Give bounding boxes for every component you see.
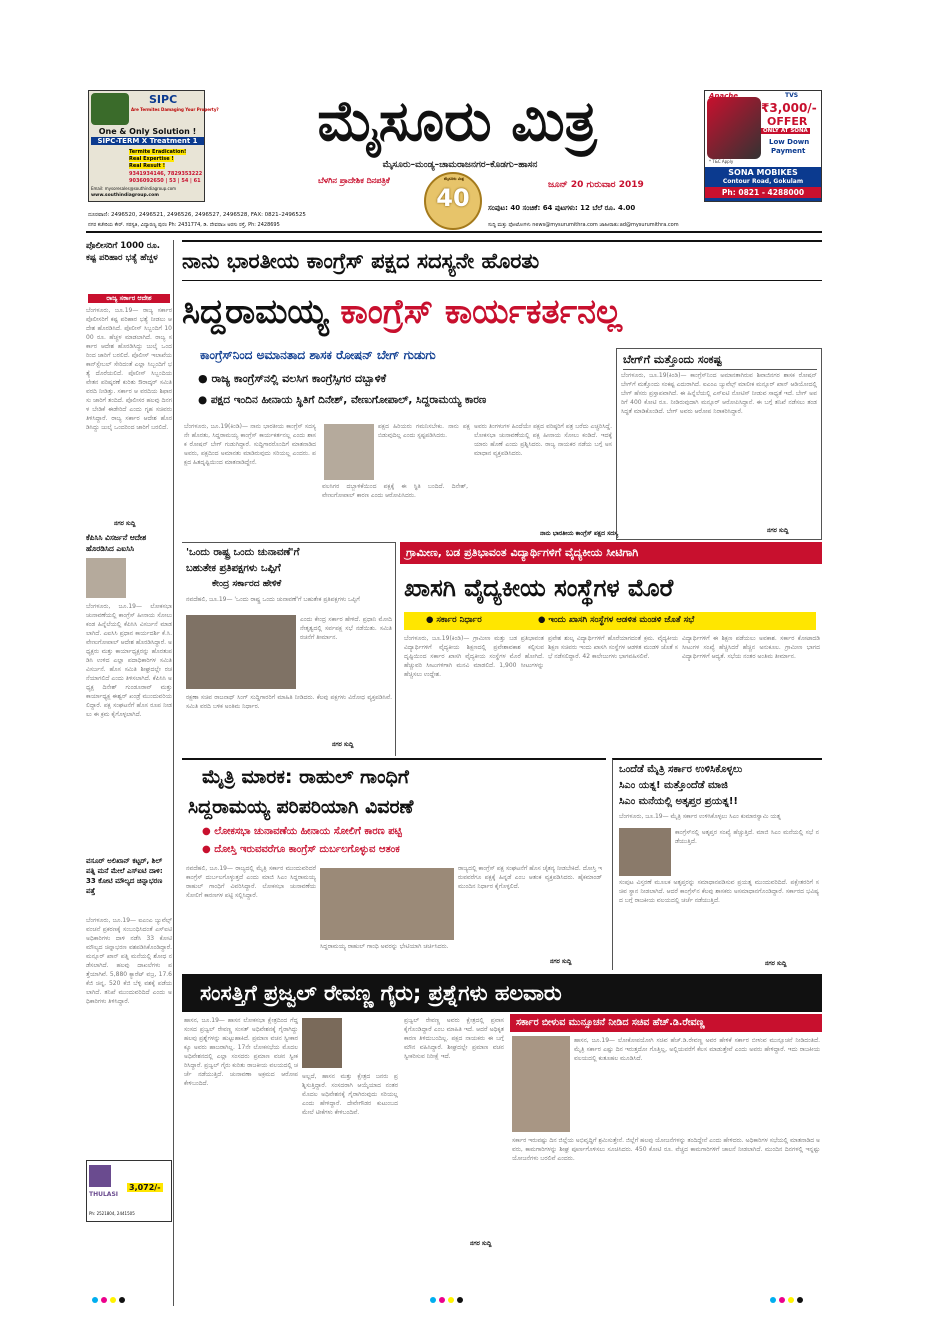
rahul-body1: ನವದೆಹಲಿ, ಜೂ.19— ರಾಜ್ಯದಲ್ಲಿ ಮೈತ್ರಿ ಸರ್ಕಾರ ಮುಂದುವರಿದರೆ ಕಾಂಗ್ರೆಸ್ ದುರ್ಬಲಗೊಳ್ಳುತ್ತದೆ ಎಂದು ಮಾಜಿ ಸಿಎಂ ಸಿದ್ದರಾಮಯ್ಯ ರಾಹುಲ್ ಗಾಂಧಿಗೆ ವಿವರಿಸಿದ್ದಾರೆ. ಲೋಕಸಭಾ ಚುನಾವಣೆಯ ಸೋಲಿಗೆ ಕಾರಣಗಳ ಪಟ್ಟಿ ಸಲ್ಲಿಸಿದ್ದಾರೆ.	[186, 865, 316, 899]
rahul-bullet1: ● ಲೋಕಸಭಾ ಚುನಾವಣೆಯ ಹೀನಾಯ ಸೋಲಿಗೆ ಕಾರಣ ಪಟ್ಟಿ	[202, 826, 602, 837]
lead-subhead: ಕಾಂಗ್ರೆಸ್‌ನಿಂದ ಅಮಾನತಾದ ಶಾಸಕ ರೋಷನ್ ಬೇಗ್ ಗುಡುಗು	[200, 348, 436, 362]
emblem-caption: ಮೈಸೂರು ಮಿತ್ರ	[444, 176, 464, 181]
lead-head-part1: ಸಿದ್ದರಾಮಯ್ಯ	[182, 292, 329, 332]
lead-bullet2: ● ಪಕ್ಷದ ಇಂದಿನ ಹೀನಾಯ ಸ್ಥಿತಿಗೆ ದಿನೇಶ್, ವೇಣುಗೋಪಾಲ್, ಸಿದ್ದರಾಮಯ್ಯ ಕಾರಣ	[198, 394, 608, 407]
left-head2: ಕೆಪಿಸಿಸಿ ವಿಸರ್ಜನೆ ಆದೇಶ ಹೊರಡಿಸಿದ ಎಐಸಿಸಿ	[86, 533, 147, 553]
masthead-title: ಮೈಸೂರು ಮಿತ್ರ	[317, 89, 597, 154]
left-body3: ಬೆಂಗಳೂರು, ಜೂ.19— ಐಎಂಎ ಜ್ಯುವೆಲ್ಸ್ ವಂಚನೆ ಪ್ರಕರಣಕ್ಕೆ ಸಂಬಂಧಿಸಿದಂತೆ ಎಸ್‌ಐಟಿ ಅಧಿಕಾರಿಗಳು ದಾಳಿ ನಡೆಸಿ 33 ಕೋಟಿ ಮೌಲ್ಯದ ಚಿನ್ನಾಭರಣ ವಶಪಡಿಸಿಕೊಂಡಿದ್ದಾರೆ. ಮನ್ಸೂರ್ ಖಾನ್ ಪತ್ನಿ ಮನೆಯಲ್ಲಿ ಶೋಧ ನಡೆಸಲಾಗಿದೆ. ಹಲವು ದಾಖಲೆಗಳು ಪತ್ತೆಯಾಗಿವೆ. 5,880 ಕ್ಯಾರೆಟ್ ವಜ್ರ, 17.6 ಕೆಜಿ ಚಿನ್ನ, 520 ಕೆಜಿ ಬೆಳ್ಳಿ ವಶಕ್ಕೆ ಪಡೆಯಲಾಗಿದೆ. ತನಿಖೆ ಮುಂದುವರಿದಿದೆ ಎಂದು ಅಧಿಕಾರಿಗಳು ತಿಳಿಸಿದ್ದಾರೆ.	[86, 917, 172, 1005]
prajwal-credit: ನಗರ ಸುದ್ದಿ	[470, 1240, 492, 1247]
onenation-head1: 'ಒಂದು ರಾಷ್ಟ್ರ ಒಂದು ಚುನಾವಣೆ'ಗೆ	[186, 547, 300, 558]
cm-photo	[619, 828, 671, 876]
masthead-rule	[86, 231, 822, 233]
onenation-body1: ನವದೆಹಲಿ, ಜೂ.19— 'ಒಂದು ರಾಷ್ಟ್ರ ಒಂದು ಚುನಾವಣೆ'ಗೆ ಬಹುತೇಕ ಪ್ರತಿಪಕ್ಷಗಳು ಒಪ್ಪಿಗೆ	[186, 596, 360, 603]
sipc-line3: Termite Eradication!	[129, 149, 187, 155]
onenation-credit: ನಗರ ಸುದ್ದಿ	[332, 741, 354, 748]
rahul-story	[182, 758, 606, 970]
medical-bullet2: ● ಇಂದು ಖಾಸಗಿ ಸಂಸ್ಥೆಗಳ ಆಡಳಿತ ಮಂಡಳಿ ಜೊತೆ ಸಭೆ	[538, 615, 694, 625]
masthead-news-email: ಸುದ್ದಿ ಮತ್ತು ಫೋಟೋಗಳು news@mysurumithra.com ಜಾಹೀರಾತು:ad@mysurumithra.com	[488, 222, 679, 228]
revanna-body2: ಸರ್ಕಾರ ಇರುವಷ್ಟು ದಿನ ಜಿಲ್ಲೆಯ ಅಭಿವೃದ್ಧಿಗೆ ಶ್ರಮಿಸುತ್ತೇನೆ. ಜಿಲ್ಲೆಗೆ ಹಲವು ಯೋಜನೆಗಳನ್ನು ತಂದಿದ್ದೇನೆ ಎಂದು ಹೇಳಿದರು. ಅಧಿಕಾರಿಗಳ ಸಭೆಯಲ್ಲಿ ಮಾತನಾಡಿದ ಅವರು, ಕಾಮಗಾರಿಗಳನ್ನು ಶೀಘ್ರ ಪೂರ್ಣಗೊಳಿಸಲು ಸೂಚಿಸಿದರು. 450 ಕೋಟಿ ರೂ. ವೆಚ್ಚದ ಕಾಮಗಾರಿಗಳಿಗೆ ಚಾಲನೆ ನೀಡಲಾಗಿದೆ. ಮುಂದಿನ ದಿನಗಳಲ್ಲಿ ಇನ್ನಷ್ಟು ಯೋಜನೆಗಳು ಬರಲಿವೆ ಎಂದರು.	[512, 1137, 820, 1162]
sona-dealer: SONA MOBIKES	[728, 168, 798, 177]
sipc-line4: Real Expertise !	[129, 156, 174, 162]
prajwal-body2: ಅಲ್ಲದೆ, ಹಾಸನ ಮತ್ತು ಕ್ಷೇತ್ರದ ಜನರು ಪ್ರಶ್ನಿಸುತ್ತಿದ್ದಾರೆ. ಸಂಸದರಾಗಿ ಆಯ್ಕೆಯಾದ ನಂತರ ಮೊದಲ ಅಧಿವೇಶನಕ್ಕೆ ಗೈರಾಗಿರುವುದು ಸರಿಯಲ್ಲ ಎಂದು ಹೇಳಿದ್ದಾರೆ. ದೇವೇಗೌಡರ ಕುಟುಂಬದ ಮೇಲೆ ಟೀಕೆಗಳು ಕೇಳಿಬಂದಿವೆ.	[302, 1073, 398, 1116]
thulasi-ad[interactable]	[86, 1160, 172, 1222]
thulasi-phone: Ph: 2521804, 2441505	[89, 1211, 135, 1216]
lead-bullet1: ● ರಾಜ್ಯ ಕಾಂಗ್ರೆಸ್‌ನಲ್ಲಿ ವಲಸಿಗ ಕಾಂಗ್ರೆಸ್ಸಿಗರ ದಬ್ಬಾಳಿಕೆ	[198, 372, 598, 386]
lead-body-col2: ವಲಸಿಗರ ದಬ್ಬಾಳಿಕೆಯಿಂದ ಪಕ್ಷಕ್ಕೆ ಈ ಸ್ಥಿತಿ ಬಂದಿದೆ. ದಿನೇಶ್, ವೇಣುಗೋಪಾಲ್ ಕಾರಣ ಎಂದು ಆರೋಪಿಸಿದರು.	[322, 483, 468, 499]
medical-bullet-bar	[404, 612, 816, 630]
issue-line: ಸಂಪುಟ: 40 ಸಂಚಿಕೆ: 64 ಪುಟಗಳು: 12 ಬೆಲೆ ರೂ. 4.00	[488, 204, 636, 212]
sona-address: Contour Road, Gokulam	[722, 178, 804, 185]
registration-marks-left	[92, 1288, 128, 1307]
prajwal-body1: ಹಾಸನ, ಜೂ.19— ಹಾಸನ ಲೋಕಸಭಾ ಕ್ಷೇತ್ರದಿಂದ ಗೆದ್ದ ಸಂಸದ ಪ್ರಜ್ವಲ್ ರೇವಣ್ಣ ಸಂಸತ್ ಅಧಿವೇಶನಕ್ಕೆ ಗೈರಾಗಿದ್ದು ಹಲವು ಪ್ರಶ್ನೆಗಳನ್ನು ಹುಟ್ಟುಹಾಕಿದೆ. ಪ್ರಮಾಣ ವಚನ ಸ್ವೀಕಾರಕ್ಕೂ ಅವರು ಹಾಜರಾಗಿಲ್ಲ. 17ನೇ ಲೋಕಸಭೆಯ ಮೊದಲ ಅಧಿವೇಶನದಲ್ಲಿ ಎಲ್ಲಾ ಸಂಸದರು ಪ್ರಮಾಣ ವಚನ ಸ್ವೀಕರಿಸಿದ್ದಾರೆ. ಪ್ರಜ್ವಲ್ ಗೈರು ಕುರಿತು ರಾಜಕೀಯ ವಲಯದಲ್ಲಿ ಚರ್ಚೆ ನಡೆಯುತ್ತಿದೆ. ಚುನಾವಣಾ ಅಕ್ರಮದ ಆರೋಪ ಕೇಳಿಬಂದಿದೆ.	[184, 1017, 298, 1087]
rahul-body2: ಸಿದ್ದರಾಮಯ್ಯ ರಾಹುಲ್ ಗಾಂಧಿ ಅವರನ್ನು ಭೇಟಿಯಾಗಿ ಚರ್ಚಿಸಿದರು.	[320, 943, 449, 950]
sona-phone: Ph: 0821 - 4288000	[705, 187, 821, 198]
medical-body1: ಬೆಂಗಳೂರು, ಜೂ.19(ಕಿಂಡಿ)— ಗ್ರಾಮೀಣ ಮತ್ತು ಬಡ ಪ್ರತಿಭಾವಂತ ವಿದ್ಯಾರ್ಥಿಗಳಿಗೆ ವೈದ್ಯಕೀಯ ಶಿಕ್ಷಣದಲ್ಲಿ ಪ್ರವೇಶಾವಕಾಶ ಕಲ್ಪಿಸುವ ದೃಷ್ಟಿಯಿಂದ ಸರ್ಕಾರ ಖಾಸಗಿ ವೈದ್ಯಕೀಯ ಸಂಸ್ಥೆಗಳ ಮೊರೆ ಹೋಗಿದೆ. ಹೆಚ್ಚುವರಿ ಸೀಟುಗಳಿಗಾಗಿ ಮನವಿ ಮಾಡಲಿದೆ. 1,900 ಸೀಟುಗಳನ್ನು ಹೆಚ್ಚಿಸಲು ಉದ್ದೇಶ.	[404, 635, 544, 678]
left-head1: ಪೊಲೀಸರಿಗೆ 1000 ರೂ. ಕಷ್ಟ ಪರಿಹಾರ ಭತ್ಯೆ ಹೆಚ್ಚಳ	[86, 241, 161, 263]
rahul-credit: ನಗರ ಸುದ್ದಿ	[550, 958, 572, 965]
sipc-email: Email: mysoresales@southindiagroup.com	[91, 186, 177, 191]
thulasi-name: THULASI	[89, 1191, 119, 1198]
onenation-head3: ಕೇಂದ್ರ ಸರ್ಕಾರದ ಹೇಳಿಕೆ	[212, 579, 282, 589]
medical-body3: ವಿದ್ಯಾರ್ಥಿಗಳಿಗೆ ಈ ಶಿಕ್ಷಣ ಪಡೆಯಲು ಅವಕಾಶ. ಸರ್ಕಾರ ಕೋಟಾದಡಿ ಸೀಟುಗಳ ಸಂಖ್ಯೆ ಹೆಚ್ಚಿಸಿದರೆ ಹೆಚ್ಚಿನ ಅನುಕೂಲ. ಗ್ರಾಮೀಣ ಭಾಗದ ವಿದ್ಯಾರ್ಥಿಗಳಿಗೆ ಆದ್ಯತೆ. ಸಭೆಯ ನಂತರ ಅಂತಿಮ ತೀರ್ಮಾನ.	[682, 635, 820, 660]
left-body1: ಬೆಂಗಳೂರು, ಜೂ.19— ರಾಜ್ಯ ಸರ್ಕಾರ ಪೊಲೀಸರಿಗೆ ಕಷ್ಟ ಪರಿಹಾರ ಭತ್ಯೆ ನೀಡಲು ಆದೇಶ ಹೊರಡಿಸಿದೆ. ಪೊಲೀಸ್ ಸಿಬ್ಬಂದಿಗೆ 1000 ರೂ. ಹೆಚ್ಚಳ ಮಾಡಲಾಗಿದೆ. ರಾಜ್ಯ ಸರ್ಕಾರ ಆದೇಶ ಹೊರಡಿಸಿದ್ದು ಜುಲೈ ಒಂದರಿಂದ ಜಾರಿಗೆ ಬರಲಿದೆ. ಪೊಲೀಸ್ ಇಲಾಖೆಯ ಕಾನ್‌ಸ್ಟೇಬಲ್ ಸೇರಿದಂತೆ ಎಲ್ಲಾ ಸಿಬ್ಬಂದಿಗೆ ಭತ್ಯೆ ದೊರೆಯಲಿದೆ. ಪೊಲೀಸ್ ಸಿಬ್ಬಂದಿಯ ವೇತನ ಪರಿಷ್ಕರಣೆ ಕುರಿತು ಔರಾದ್ಕರ್ ಸಮಿತಿ ವರದಿ ನೀಡಿತ್ತು. ಸರ್ಕಾರ ಆ ವರದಿಯ ಶಿಫಾರಸು ಜಾರಿಗೆ ತಂದಿದೆ. ಪೊಲೀಸರ ಹಲವು ದಿನಗಳ ಬೇಡಿಕೆ ಈಡೇರಿದೆ ಎಂದು ಗೃಹ ಸಚಿವರು ತಿಳಿಸಿದ್ದಾರೆ. ರಾಜ್ಯ ಸರ್ಕಾರ ಆದೇಶ ಹೊರಡಿಸಿದ್ದು ಜುಲೈ ಒಂದರಿಂದ ಜಾರಿಗೆ ಬರಲಿದೆ.	[86, 307, 172, 431]
left-credit1-text: ನಗರ ಸುದ್ದಿ	[114, 520, 136, 527]
registration-marks-right	[770, 1288, 806, 1307]
left-credit1	[114, 520, 135, 528]
sipc-ad[interactable]	[88, 90, 219, 202]
lead-bullets	[182, 370, 614, 422]
left-sub1: ರಾಜ್ಯ ಸರ್ಕಾರ ಆದೇಶ	[88, 294, 170, 303]
medical-head: ಖಾಸಗಿ ವೈದ್ಯಕೀಯ ಸಂಸ್ಥೆಗಳ ಮೊರೆ	[404, 574, 674, 602]
roshan-baig-photo	[324, 424, 374, 480]
masthead-tagline: ಬೆಳಗಿನ ಪ್ರಾದೇಶಿಕ ದಿನಪತ್ರಿಕೆ	[318, 176, 390, 185]
sipc-brand: SIPC	[149, 93, 178, 106]
govt-body1: ಬೆಂಗಳೂರು, ಜೂ.19— ಮೈತ್ರಿ ಸರ್ಕಾರ ಉಳಿಸಿಕೊಳ್ಳಲು ಸಿಎಂ ಕುಮಾರಸ್ವಾಮಿ ಯತ್ನ	[619, 813, 781, 820]
prajwal-head: ಸಂಸತ್ತಿಗೆ ಪ್ರಜ್ವಲ್ ರೇವಣ್ಣ ಗೈರು; ಪ್ರಶ್ನೆಗಳು ಹಲವಾರು	[182, 974, 822, 1012]
rahul-body3: ರಾಜ್ಯದಲ್ಲಿ ಕಾಂಗ್ರೆಸ್ ಪಕ್ಷ ಸಂಘಟನೆಗೆ ಹೊಸ ಚೈತನ್ಯ ನೀಡಬೇಕಿದೆ. ದೋಸ್ತಿ ಇರುವವರೆಗೂ ಪಕ್ಷಕ್ಕೆ ಹಿನ್ನಡೆ ಎಂಬ ಆತಂಕ ವ್ಯಕ್ತಪಡಿಸಿದರು. ಹೈಕಮಾಂಡ್ ಮುಂದಿನ ನಿರ್ಧಾರ ಕೈಗೊಳ್ಳಲಿದೆ.	[458, 865, 602, 890]
masthead-phones: ದೂರವಾಣಿ: 2496520, 2496521, 2496526, 2496527, 2496528, FAX: 0821–2496525	[88, 212, 306, 218]
left-body2: ಬೆಂಗಳೂರು, ಜೂ.19— ಲೋಕಸಭಾ ಚುನಾವಣೆಯಲ್ಲಿ ಕಾಂಗ್ರೆಸ್ ಹೀನಾಯ ಸೋಲು ಕಂಡ ಹಿನ್ನೆಲೆಯಲ್ಲಿ ಕೆಪಿಸಿಸಿ ವಿಸರ್ಜನೆ ಮಾಡಲಾಗಿದೆ. ಎಐಸಿಸಿ ಪ್ರಧಾನ ಕಾರ್ಯದರ್ಶಿ ಕೆ.ಸಿ.ವೇಣುಗೋಪಾಲ್ ಆದೇಶ ಹೊರಡಿಸಿದ್ದಾರೆ. ಅಧ್ಯಕ್ಷರು ಮತ್ತು ಕಾರ್ಯಾಧ್ಯಕ್ಷರನ್ನು ಹೊರತುಪಡಿಸಿ ಉಳಿದ ಎಲ್ಲಾ ಪದಾಧಿಕಾರಿಗಳ ಸಮಿತಿ ವಿಸರ್ಜನೆ. ಹೊಸ ಸಮಿತಿ ಶೀಘ್ರದಲ್ಲೇ ರಚನೆಯಾಗಲಿದೆ ಎಂದು ತಿಳಿಸಲಾಗಿದೆ. ಕೆಪಿಸಿಸಿ ಅಧ್ಯಕ್ಷ ದಿನೇಶ್ ಗುಂಡೂರಾವ್ ಮತ್ತು ಕಾರ್ಯಾಧ್ಯಕ್ಷ ಈಶ್ವರ್ ಖಂಡ್ರೆ ಮುಂದುವರಿಯಲಿದ್ದಾರೆ. ಪಕ್ಷ ಸಂಘಟನೆಗೆ ಹೊಸ ರೂಪ ನೀಡಲು ಈ ಕ್ರಮ ಕೈಗೊಳ್ಳಲಾಗಿದೆ.	[86, 603, 172, 718]
sipc-line1: One & Only Solution !	[98, 127, 197, 136]
thulasi-price: 3,072/-	[129, 1183, 161, 1192]
sipc-phone2: 9036092650 | 53 | 54 | 61	[129, 178, 201, 184]
onenation-body2: ಎಂದು ಕೇಂದ್ರ ಸರ್ಕಾರ ಹೇಳಿದೆ. ಪ್ರಧಾನಿ ಮೋದಿ ನೇತೃತ್ವದಲ್ಲಿ ಸರ್ವಪಕ್ಷ ಸಭೆ ನಡೆಯಿತು. ಸಮಿತಿ ರಚನೆಗೆ ತೀರ್ಮಾನ.	[300, 616, 392, 641]
prajwal-body3: ಪ್ರಜ್ವಲ್ ರೇವಣ್ಣ ಅವರು ಕ್ಷೇತ್ರದಲ್ಲಿ ಪ್ರವಾಸ ಕೈಗೊಂಡಿದ್ದಾರೆ ಎಂಬ ಮಾಹಿತಿ ಇದೆ. ಆದರೆ ಅಧಿಕೃತ ಕಾರಣ ತಿಳಿದುಬಂದಿಲ್ಲ. ಪಕ್ಷದ ನಾಯಕರು ಈ ಬಗ್ಗೆ ಮೌನ ವಹಿಸಿದ್ದಾರೆ. ಶೀಘ್ರದಲ್ಲೇ ಪ್ರಮಾಣ ವಚನ ಸ್ವೀಕರಿಸುವ ನಿರೀಕ್ಷೆ ಇದೆ.	[404, 1017, 504, 1060]
govt-body2: ಕಾಂಗ್ರೆಸ್‌ನಲ್ಲಿ ಅತೃಪ್ತರ ಸಂಖ್ಯೆ ಹೆಚ್ಚುತ್ತಿದೆ. ಮಾಜಿ ಸಿಎಂ ಮನೆಯಲ್ಲಿ ಸಭೆ ನಡೆಯುತ್ತಿದೆ.	[675, 829, 819, 845]
revanna-photo	[512, 1036, 570, 1132]
offer-word: OFFER	[767, 115, 808, 128]
govt-head2: ಸಿಎಂ ಯತ್ನ! ಮತ್ತೊಂದೆಡೆ ಮಾಜಿ	[619, 780, 728, 791]
emblem-number: 40	[436, 184, 470, 212]
baig-credit: ನಗರ ಸುದ್ದಿ	[767, 527, 789, 534]
lead-kicker: ನಾನು ಭಾರತೀಯ ಕಾಂಗ್ರೆಸ್ ಪಕ್ಷದ ಸದಸ್ಯನೇ ಹೊರತು	[182, 240, 822, 281]
onenation-story	[182, 542, 396, 756]
masthead-address: ನಗರ ಕಚೇರಿಯ ಕೇರ್. ಸರಸ್ವತಿ, ವಿದ್ಯಾರಣ್ಯ ಪುರಂ Ph: 2431774, ಡಿ. ದೇವರಾಜ ಅರಸು ರಸ್ತೆ, Ph: 2428695	[88, 222, 280, 228]
left-photo	[86, 558, 126, 598]
registration-marks-mid	[430, 1288, 466, 1307]
baig-head: ಬೇಗ್‌ಗೆ ಮತ್ತೊಂದು ಸಂಕಷ್ಟ	[623, 351, 817, 370]
baig-story	[616, 348, 822, 540]
emblem-40	[424, 172, 482, 230]
govt-story	[612, 758, 822, 970]
medical-bullet1: ● ಸರ್ಕಾರ ನಿರ್ಧಾರ	[426, 615, 482, 625]
lead-head-part2: ಕಾಂಗ್ರೆಸ್ ಕಾರ್ಯಕರ್ತನಲ್ಲ	[340, 292, 623, 332]
govt-credit: ನಗರ ಸುದ್ದಿ	[765, 960, 787, 967]
rahul-bullet2: ● ದೋಸ್ತಿ ಇರುವವರೆಗೂ ಕಾಂಗ್ರೆಸ್ ದುರ್ಬಲಗೊಳ್ಳುವ ಆತಂಕ	[202, 844, 602, 855]
prajwal-photo	[302, 1018, 342, 1068]
lead-body-col3: ಪಕ್ಷದ ಹಿರಿಯರು ಗಮನಿಸಬೇಕು. ನಾನು ಪಕ್ಷ ಬಿಡುವುದಿಲ್ಲ ಎಂದು ಸ್ಪಷ್ಟಪಡಿಸಿದರು.	[378, 423, 470, 439]
masthead-regions: ಮೈಸೂರು–ಮಂಡ್ಯ–ಚಾಮರಾಜನಗರ–ಕೊಡಗು–ಹಾಸನ	[382, 160, 538, 170]
revanna-body1: ಹಾಸನ, ಜೂ.19— ಲೋಕೋಪಯೋಗಿ ಸಚಿವ ಹೆಚ್.ಡಿ.ರೇವಣ್ಣ ಅವರ ಹೇಳಿಕೆ ಸರ್ಕಾರ ಬೀಳುವ ಮುನ್ಸೂಚನೆ ನೀಡಿದಂತಿದೆ. ಮೈತ್ರಿ ಸರ್ಕಾರ ಎಷ್ಟು ದಿನ ಇರುತ್ತದೋ ಗೊತ್ತಿಲ್ಲ, ಅಲ್ಲಿಯವರೆಗೆ ಕೆಲಸ ಮಾಡುತ್ತೇವೆ ಎಂದು ಅವರು ಹೇಳಿದ್ದಾರೆ. ಇದು ರಾಜಕೀಯ ವಲಯದಲ್ಲಿ ಕುತೂಹಲ ಮೂಡಿಸಿದೆ.	[574, 1037, 820, 1062]
rahul-siddaramaiah-photo	[320, 868, 454, 940]
lead-headline	[182, 282, 822, 342]
rahul-head2: ಸಿದ್ದರಾಮಯ್ಯ ಪರಿಪರಿಯಾಗಿ ವಿವರಣೆ	[188, 796, 414, 818]
left-head3: ವಸೂರ್ ಅಲಿಖಾನ್ ಕಟ್ಟರ್, ಶಿಲ್ ಪತ್ನಿ ಮನೆ ಮೇಲೆ ಎಸ್‌ಐಟಿ ದಾಳಿ: 33 ಕೋಟಿ ಮೌಲ್ಯದ ಚಿನ್ನಾಭರಣ ಪತ್ತೆ	[86, 857, 163, 895]
onenation-photo	[186, 615, 296, 689]
sipc-tag: Are Termites Damaging Your Property?	[131, 107, 219, 112]
offer-tnc: * T&C Apply	[709, 159, 734, 164]
sipc-web: www.southindiagroup.com	[91, 193, 159, 198]
govt-head3: ಸಿಎಂ ಮನೆಯಲ್ಲಿ ಅತೃಪ್ತರ ಪ್ರಯತ್ನ!!	[619, 796, 738, 807]
tvs-brand: TVS	[785, 92, 799, 99]
sipc-phone1: 9341934146, 7829353222	[129, 171, 203, 177]
lead-body-col4: ಅವರು ತಿಂಗಳುಗಳ ಹಿಂದೆಯೇ ಪಕ್ಷದ ವರಿಷ್ಠರಿಗೆ ಪತ್ರ ಬರೆದು ಎಚ್ಚರಿಸಿದ್ದೆ. ಲೋಕಸಭಾ ಚುನಾವಣೆಯಲ್ಲಿ ಪಕ್ಷ ಹೀನಾಯ ಸೋಲು ಕಂಡಿದೆ. ಇದಕ್ಕೆ ಯಾರು ಹೊಣೆ ಎಂದು ಪ್ರಶ್ನಿಸಿದರು. ರಾಜ್ಯ ನಾಯಕರ ನಡೆಯ ಬಗ್ಗೆ ಅಸಮಾಧಾನ ವ್ಯಕ್ತಪಡಿಸಿದರು.	[474, 423, 612, 457]
lead-body-col1: ಬೆಂಗಳೂರು, ಜೂ.19(ಕಿಂಡಿ)— ನಾನು ಭಾರತೀಯ ಕಾಂಗ್ರೆಸ್ ಸದಸ್ಯನೇ ಹೊರತು, ಸಿದ್ದರಾಮಯ್ಯ ಕಾಂಗ್ರೆಸ್ ಕಾರ್ಯಕರ್ತನಲ್ಲ ಎಂದು ಶಾಸಕ ರೋಷನ್ ಬೇಗ್ ಗುಡುಗಿದ್ದಾರೆ. ಸುದ್ದಿಗಾರರೊಂದಿಗೆ ಮಾತನಾಡಿದ ಅವರು, ಪಕ್ಷದಿಂದ ಅಮಾನತು ಮಾಡಿರುವುದು ಸರಿಯಲ್ಲ ಎಂದರು. ಪಕ್ಷದ ಹಿತದೃಷ್ಟಿಯಿಂದ ಮಾತನಾಡಿದ್ದೇನೆ.	[184, 423, 316, 466]
govt-head1: ಒಂದೆಡೆ ಮೈತ್ರಿ ಸರ್ಕಾರ ಉಳಿಸಿಕೊಳ್ಳಲು	[619, 764, 743, 775]
sipc-line2: SIPC-TERM X Treatment 1	[91, 137, 204, 145]
sona-ad[interactable]	[704, 90, 822, 202]
offer-sub: ONLY AT SONA	[763, 128, 808, 134]
sipc-logo	[91, 93, 129, 125]
offer-payment: Payment	[771, 147, 806, 155]
issue-date: ಜೂನ್ 20 ಗುರುವಾರ 2019	[548, 180, 644, 190]
bike-name: Apache	[709, 92, 739, 100]
baig-body: ಬೆಂಗಳೂರು, ಜೂ.19(ಕಿಂಡಿ)— ಕಾಂಗ್ರೆಸ್‌ನಿಂದ ಅಮಾನತಾಗಿರುವ ಶಿವಾಜಿನಗರ ಶಾಸಕ ರೋಷನ್ ಬೇಗ್‌ಗೆ ಮತ್ತೊಂದು ಸಂಕಷ್ಟ ಎದುರಾಗಿದೆ. ಐಎಂಎ ಜ್ಯುವೆಲ್ಸ್ ಮಾಲೀಕ ಮನ್ಸೂರ್ ಖಾನ್ ಆಡಿಯೋದಲ್ಲಿ ಬೇಗ್ ಹೆಸರು ಪ್ರಸ್ತಾಪವಾಗಿದೆ. ಈ ಹಿನ್ನೆಲೆಯಲ್ಲಿ ಎಸ್‌ಐಟಿ ನೋಟಿಸ್ ನೀಡುವ ಸಾಧ್ಯತೆ ಇದೆ. ಬೇಗ್ ಅವರಿಗೆ 400 ಕೋಟಿ ರೂ. ನೀಡಿರುವುದಾಗಿ ಮನ್ಸೂರ್ ಆರೋಪಿಸಿದ್ದಾನೆ. ಈ ಬಗ್ಗೆ ತನಿಖೆ ನಡೆಸಲು ತಂಡ ಸಿದ್ಧತೆ ಮಾಡಿಕೊಂಡಿದೆ. ಬೇಗ್ ಅವರು ಆರೋಪ ನಿರಾಕರಿಸಿದ್ದಾರೆ.	[621, 372, 817, 415]
lead-credit: ನಾನು ಭಾರತೀಯ ಕಾಂಗ್ರೆಸ್ ಪಕ್ಷದ ಸದಸ್ಯ	[540, 530, 619, 537]
rahul-head1: ಮೈತ್ರಿ ಮಾರಕ: ರಾಹುಲ್ ಗಾಂಧಿಗೆ	[202, 766, 409, 788]
offer-low: Low Down	[769, 138, 810, 146]
medical-body2: ಪ್ರವೇಶ ಶುಲ್ಕ ವಿದ್ಯಾರ್ಥಿಗಳಿಗೆ ಹೊರೆಯಾಗದಂತೆ ಕ್ರಮ. ವೈದ್ಯಕೀಯ ಶಿಕ್ಷಣ ಸಚಿವರು ಇಂದು ಖಾಸಗಿ ಸಂಸ್ಥೆಗಳ ಆಡಳಿತ ಮಂಡಳಿ ಜೊತೆ ಸಭೆ ನಡೆಸಲಿದ್ದಾರೆ. 42 ಕಾಲೇಜುಗಳು ಭಾಗವಹಿಸಲಿವೆ.	[548, 635, 678, 660]
thulasi-logo	[89, 1165, 111, 1187]
offer-amount: ₹3,000/-	[761, 101, 817, 115]
sona-box	[705, 167, 821, 201]
prajwal-sub-right: ಸರ್ಕಾರ ಬೀಳುವ ಮುನ್ಸೂಚನೆ ನೀಡಿದ ಸಚಿವ ಹೆಚ್.ಡಿ.ರೇವಣ್ಣ	[510, 1014, 822, 1032]
left-column	[84, 240, 174, 1306]
sipc-line5: Real Result !	[129, 163, 165, 169]
govt-body3: ಸಂಪುಟ ವಿಸ್ತರಣೆ ಮೂಲಕ ಅತೃಪ್ತರನ್ನು ಸಮಾಧಾನಪಡಿಸುವ ಪ್ರಯತ್ನ ಮುಂದುವರಿದಿದೆ. ಪಕ್ಷೇತರರಿಗೆ ಸಚಿವ ಸ್ಥಾನ ನೀಡಲಾಗಿದೆ. ಆದರೆ ಕಾಂಗ್ರೆಸ್‌ನ ಕೆಲವು ಶಾಸಕರು ಅಸಮಾಧಾನಗೊಂಡಿದ್ದಾರೆ. ಸರ್ಕಾರದ ಭವಿಷ್ಯದ ಬಗ್ಗೆ ರಾಜಕೀಯ ವಲಯದಲ್ಲಿ ಚರ್ಚೆ ನಡೆಯುತ್ತಿದೆ.	[619, 879, 819, 904]
onenation-body3: ರಕ್ಷಣಾ ಸಚಿವ ರಾಜನಾಥ್ ಸಿಂಗ್ ಸುದ್ದಿಗಾರರಿಗೆ ಮಾಹಿತಿ ನೀಡಿದರು. ಕೆಲವು ಪಕ್ಷಗಳು ವಿರೋಧ ವ್ಯಕ್ತಪಡಿಸಿವೆ. ಸಮಿತಿ ವರದಿ ಬಳಿಕ ಅಂತಿಮ ನಿರ್ಧಾರ.	[186, 694, 392, 710]
onenation-head2: ಬಹುತೇಕ ಪ್ರತಿಪಕ್ಷಗಳು ಒಪ್ಪಿಗೆ	[186, 563, 281, 574]
bike-image	[707, 97, 761, 159]
medical-kicker: ಗ್ರಾಮೀಣ, ಬಡ ಪ್ರತಿಭಾವಂತ ವಿದ್ಯಾರ್ಥಿಗಳಿಗೆ ವೈದ್ಯಕೀಯ ಸೀಟಿಗಾಗಿ	[400, 542, 822, 564]
